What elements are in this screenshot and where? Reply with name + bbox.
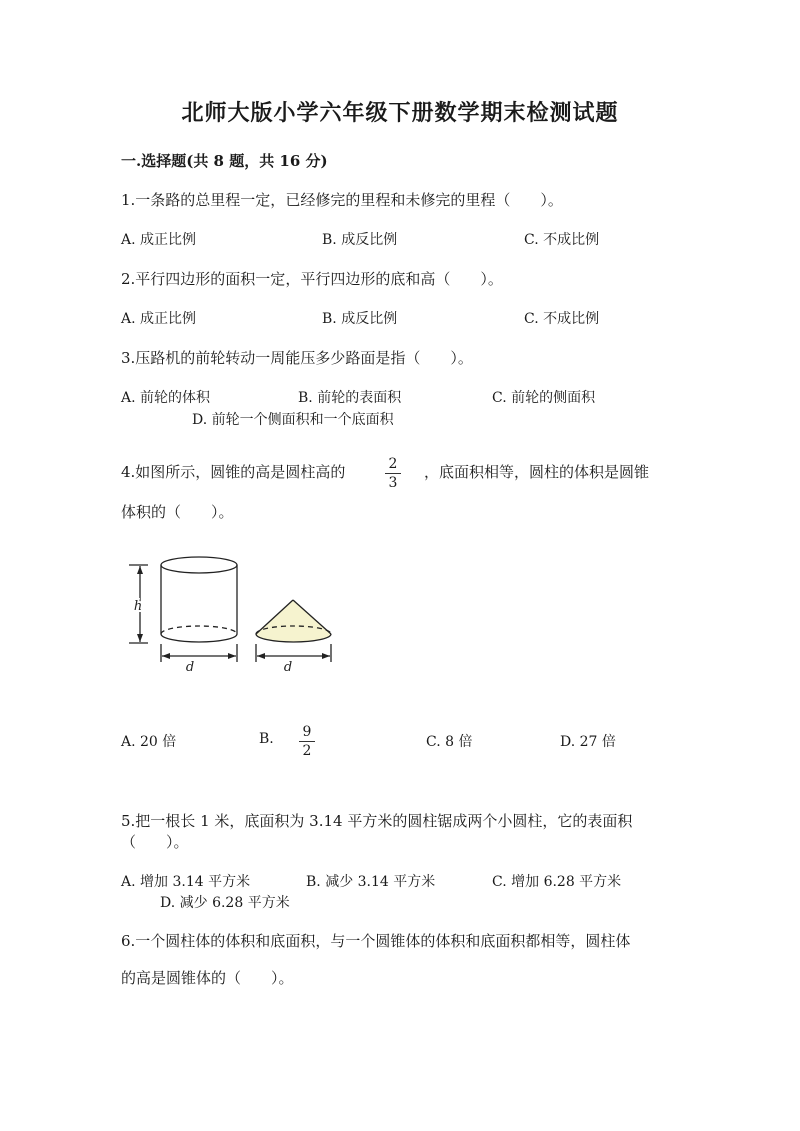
fraction-numerator: 9 — [302, 724, 312, 740]
question-5-stem-line1: 5.把一根长 1 米，底面积为 3.14 平方米的圆柱锯成两个小圆柱，它的表面积 — [121, 812, 633, 830]
question-5-stem-line2: （ ）。 — [121, 833, 189, 851]
question-2-stem: 2.平行四边形的面积一定，平行四边形的底和高（ ）。 — [121, 270, 503, 288]
question-3-option-c: C. 前轮的侧面积 — [492, 390, 596, 406]
question-3-option-b: B. 前轮的表面积 — [298, 390, 402, 406]
height-arrow-top — [137, 566, 143, 574]
fraction-denominator: 3 — [388, 475, 398, 491]
question-1-option-a: A. 成正比例 — [121, 232, 197, 248]
question-1-option-c: C. 不成比例 — [524, 232, 600, 248]
fraction-bar — [299, 741, 315, 742]
question-5-option-d: D. 减少 6.28 平方米 — [160, 895, 290, 911]
cylinder-top-ellipse — [161, 557, 237, 573]
question-1-option-b: B. 成反比例 — [322, 232, 398, 248]
height-arrow-bottom — [137, 634, 143, 642]
cylinder-bottom-front — [161, 634, 237, 642]
question-3-stem: 3.压路机的前轮转动一周能压多少路面是指（ ）。 — [121, 349, 473, 367]
cylinder-bottom-back — [161, 626, 237, 634]
question-4-option-c: C. 8 倍 — [426, 734, 473, 750]
question-4-option-d: D. 27 倍 — [560, 734, 616, 750]
cone-diameter-label: d — [283, 660, 293, 675]
height-label: h — [133, 599, 143, 614]
question-5-option-c: C. 增加 6.28 平方米 — [492, 874, 622, 890]
question-1-stem: 1.一条路的总里程一定，已经修完的里程和未修完的里程（ ）。 — [121, 191, 563, 209]
cone-diameter-arrow-right — [322, 653, 330, 659]
question-4-stem-part2: ，底面积相等，圆柱的体积是圆锥 — [424, 463, 650, 481]
cylinder-diameter-arrow-right — [228, 653, 236, 659]
question-3-option-d: D. 前轮一个侧面积和一个底面积 — [192, 412, 394, 428]
question-3-option-a: A. 前轮的体积 — [121, 390, 211, 406]
question-4-stem-line2: 体积的（ ）。 — [121, 503, 234, 521]
question-2-option-b: B. 成反比例 — [322, 311, 398, 327]
question-4-option-b-fraction — [299, 724, 315, 759]
cone-fill — [256, 600, 331, 642]
question-6-stem-line1: 6.一个圆柱体的体积和底面积，与一个圆锥体的体积和底面积都相等，圆柱体 — [121, 932, 631, 950]
cylinder-diameter-arrow-left — [162, 653, 170, 659]
section-heading: 一.选择题(共 8 题，共 16 分) — [121, 152, 328, 170]
question-2-option-c: C. 不成比例 — [524, 311, 600, 327]
cone-diameter-arrow-left — [257, 653, 265, 659]
page-title: 北师大版小学六年级下册数学期末检测试题 — [181, 100, 619, 126]
question-4-fraction — [385, 456, 401, 491]
cylinder-diameter-label: d — [185, 660, 195, 675]
question-4-option-b: B. — [259, 731, 274, 747]
cylinder-cone-figure — [118, 552, 343, 677]
question-6-stem-line2: 的高是圆锥体的（ ）。 — [121, 969, 294, 987]
question-5-option-b: B. 减少 3.14 平方米 — [306, 874, 436, 890]
question-5-option-a: A. 增加 3.14 平方米 — [121, 874, 251, 890]
fraction-numerator: 2 — [388, 456, 398, 472]
question-4-stem-part1: 4.如图所示，圆锥的高是圆柱高的 — [121, 463, 346, 481]
question-4-option-a: A. 20 倍 — [121, 734, 177, 750]
fraction-denominator: 2 — [302, 743, 312, 759]
fraction-bar — [385, 473, 401, 474]
question-2-option-a: A. 成正比例 — [121, 311, 197, 327]
